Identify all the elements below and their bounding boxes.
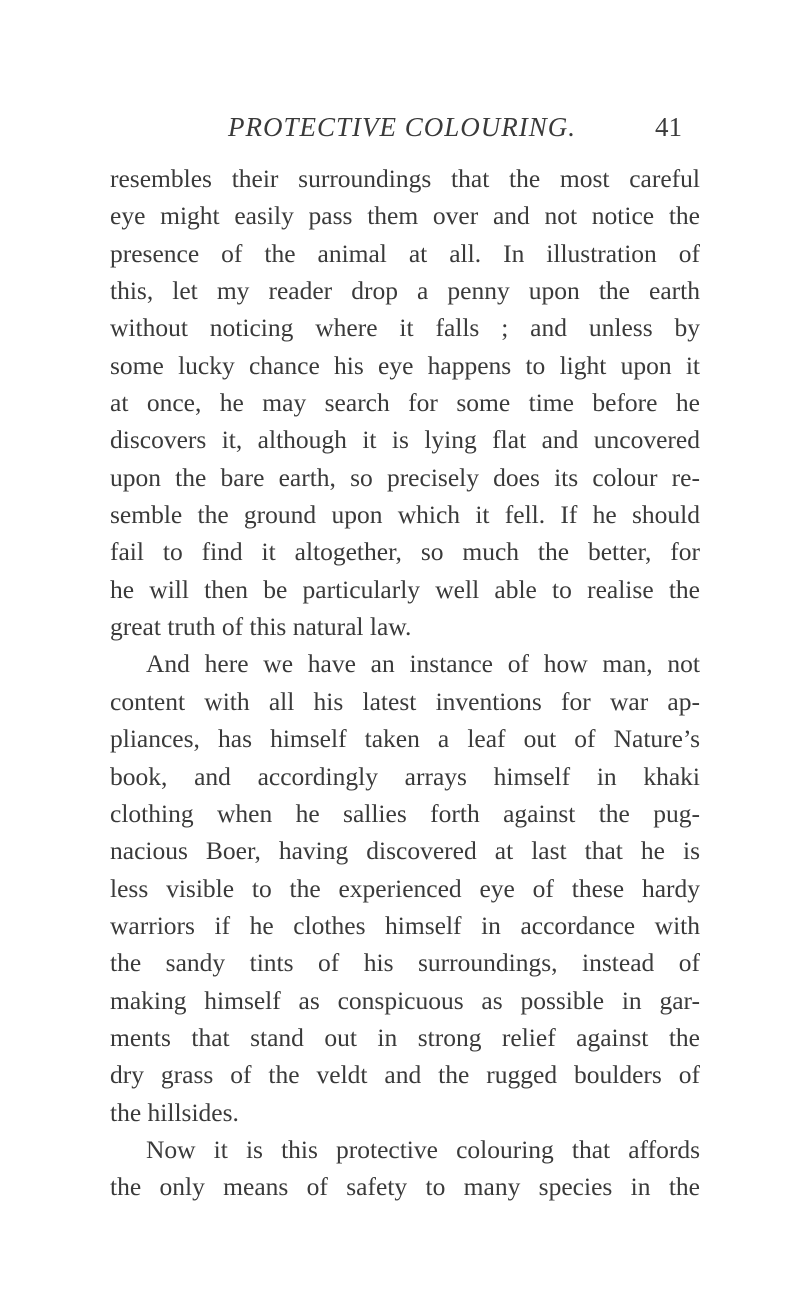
text-line: Now it is this protective colouring that affords xyxy=(146,1134,700,1164)
text-line: great truth of this natural law. xyxy=(110,612,412,642)
page-number: 41 xyxy=(655,112,682,142)
text-line: this, let my reader drop a penny upon the earth xyxy=(110,276,700,306)
text-line: the only means of safety to many species in the xyxy=(110,1172,700,1202)
text-line: eye might easily pass them over and not notice the xyxy=(110,201,700,231)
text-line: upon the bare earth, so precisely does its colour re- xyxy=(110,462,700,492)
text-line: presence of the animal at all. In illustration of xyxy=(110,238,700,268)
text-line: resembles their surroundings that the most careful xyxy=(110,164,700,193)
text-line: less visible to the experienced eye of these hardy xyxy=(110,873,700,903)
text-line: pliances, has himself taken a leaf out of Nature’s xyxy=(110,724,700,754)
text-line: he will then be particularly well able to realise the xyxy=(110,574,700,604)
text-line: clothing when he sallies forth against the pug- xyxy=(110,798,700,828)
text-line: nacious Boer, having discovered at last that he is xyxy=(110,836,700,866)
text-line: ments that stand out in strong relief against the xyxy=(110,1022,700,1052)
text-line: warriors if he clothes himself in accordance with xyxy=(110,910,700,940)
text-line: book, and accordingly arrays himself in khaki xyxy=(110,761,700,791)
text-line: some lucky chance his eye happens to light upon it xyxy=(110,350,700,380)
text-line: fail to find it altogether, so much the better, for xyxy=(110,537,700,567)
text-line: dry grass of the veldt and the rugged boulders of xyxy=(110,1060,700,1090)
text-line: the hillsides. xyxy=(110,1097,239,1127)
text-line: And here we have an instance of how man, not xyxy=(146,649,700,679)
text-line: semble the ground upon which it fell. If he should xyxy=(110,500,700,530)
text-line: discovers it, although it is lying flat and uncovered xyxy=(110,425,700,455)
text-line: making himself as conspicuous as possible in gar- xyxy=(110,985,700,1015)
text-line: at once, he may search for some time before he xyxy=(110,388,700,418)
running-head xyxy=(0,112,800,152)
text-line: content with all his latest inventions for war ap- xyxy=(110,686,700,716)
body-text xyxy=(110,160,700,1206)
text-line: without noticing where it falls ; and unless by xyxy=(110,313,700,343)
running-title: PROTECTIVE COLOURING. xyxy=(228,112,577,142)
text-line: the sandy tints of his surroundings, instead of xyxy=(110,948,700,978)
